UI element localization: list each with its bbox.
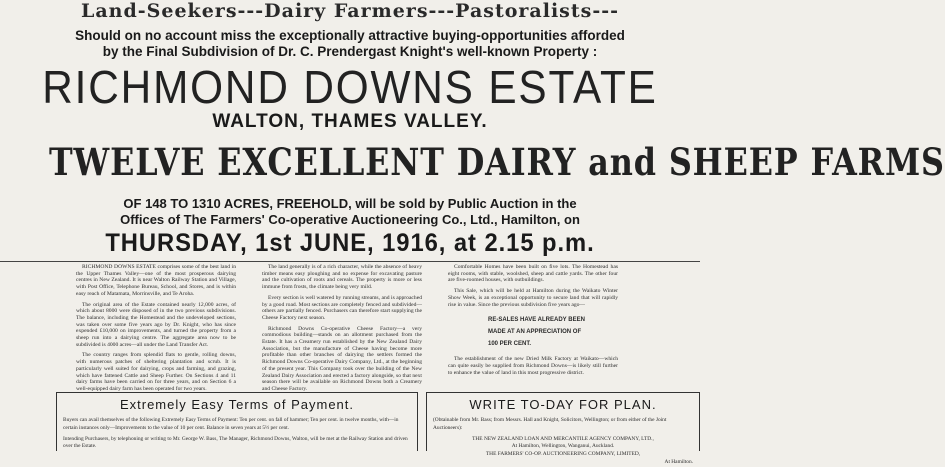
body-column-1 [76,264,236,397]
terms-paragraph: Buyers can avail themselves of the following Extremely Easy Terms of Payment: Ten per cent. on fall of hammer; Ten per cent. in twelve months, with—in certain instances only—Improvements to the value of 10 per cent. Balance in seven years at 5½ per cent. [63,417,399,431]
terms-paragraph: Intending Purchasers, by telephoning or writing to Mr. George W. Bass, The Manager, Richmond Downs, Walton, will be met at the Railway Station and driven over the Estate. [63,435,408,450]
column-paragraph: RICHMOND DOWNS ESTATE comprises some of the best land in the Upper Thames Valley—one of the most prosperous dairying centres in New Zealand. It is near Walton Railway Station and Village, with Post Office, Telephone Bureau, School, and Stores, and is within easy reach of Matamata, Morrinsville, and Te Aroha. [76,264,236,297]
plan-text [427,412,699,467]
terms-text [57,412,417,451]
cooperative-line: THE FARMERS' CO-OP. AUCTIONEERING COMPANY, LIMITED, [485,451,641,458]
sale-line-1: OF 148 TO 1310 ACRES, FREEHOLD, will be sold by Public Auction in the [123,196,577,211]
intro-line-2: by the Final Subdivision of Dr. C. Prendergast Knight's well-known Property : [102,44,598,59]
body-column-3 [448,264,618,380]
column-paragraph: This Sale, which will be held at Hamilton during the Waikato Winter Show Week, is an exceptional opportunity to secure land that will rapidly rise in value. Since the previous subdivision five years ago— [448,288,618,308]
plan-title: WRITE TO-DAY FOR PLAN. [469,397,657,412]
plan-line: (Obtainable from Mr. Bass; from Messrs. Hall and Knight, Solicitors, Wellington; or from either of the Joint Auctioneers): [433,417,667,431]
column-paragraph: The original area of the Estate contained nearly 12,000 acres, of which about 8000 were disposed of in the two previous subdivisions. The balance, including the Homestead and the undeveloped sections, was taken over some five years ago by Dr. Knight, who has since expended £10,000 on improvements, and turned the property from a sheep run into a dairying centre. The aggregate area now to be subdivided is 4000 acres—all under the Land Transfer Act. [76,301,236,348]
farms-title: TWELVE EXCELLENT DAIRY and SHEEP FARMS [49,140,945,184]
column-paragraph: Every section is well watered by running streams, and is approached by a good road. Most sections are completely fenced and subdivided—others are partially fenced. Purchasers can therefore start supplying the Cheese Factory next season. [262,294,422,321]
auction-date: THURSDAY, 1st JUNE, 1916, at 2.15 p.m. [105,229,595,257]
notice-line: MADE AT AN APPRECIATION OF [488,329,582,336]
column-paragraph: The land generally is of a rich character, while the absence of heavy timber means easy ploughing and no expense for excavating pasture and the cultivation of roots and cereals. The property is more or less immune from frosts, the climate being very mild. [262,264,422,291]
column-paragraph: The country ranges from splendid flats to gentle, rolling downs, with numerous patches of sheltering plantation and scrub. It is particularly well suited for dairying, crops and farming, and grazing, which have fattened Cattle and Sheep Further. On Sections 4 and 11 dairy farms have been carried on for three years, and on Section 6 a well-equipped dairy farm has been operated for two years. [76,352,236,392]
agency-locations: At Hamilton, Wellington, Wanganui, Auckland. [511,443,615,450]
divider-rule [0,261,700,262]
cooperative-location: At Hamilton. [664,458,693,465]
terms-box [56,392,418,451]
column-paragraph: The establishment of the new Dried Milk Factory at Waikato—which can quite easily be supplied from Richmond Downs—is likely still further to enhance the value of land in this most progressive district. [448,356,618,376]
body-column-2 [262,264,422,397]
top-heading: Land-Seekers---Dairy Farmers---Pastoralists--- [81,0,619,22]
plan-box [426,392,700,465]
sale-line-2: Offices of The Farmers' Co-operative Auctioneering Co., Ltd., Hamilton, on [120,212,580,227]
location-subtitle: WALTON, THAMES VALLEY. [212,111,488,132]
notice-line: RE-SALES HAVE ALREADY BEEN [488,317,585,324]
agency-line: THE NEW ZEALAND LOAN AND MERCANTILE AGENCY COMPANY, LTD., [472,435,654,442]
notice-line: 100 PER CENT. [488,341,532,348]
estate-title: RICHMOND DOWNS ESTATE [42,61,658,113]
column-paragraph: Richmond Downs Co-operative Cheese Factory—a very commodious building—stands on an allotment purchased from the Estate. It has a Creamery run established by the New Zealand Dairy Association, but the manufacture of Cheese having become more profitable than other branches of dairying the settlers formed the Richmond Downs Co-operative Dairy Company, Ltd., at the beginning of the present year. This Company took over the building of the New Zealand Dairy Association and erected a factory alongside, so that next season there will be available on Richmond Downs both a Creamery and Cheese Factory. [262,325,422,392]
intro-line-1: Should on no account miss the exceptionally attractive buying-opportunities afforded [75,28,625,43]
resale-notice [488,314,618,350]
terms-title: Extremely Easy Terms of Payment. [119,397,355,412]
column-paragraph: Comfortable Homes have been built on five lots. The Homestead has eight rooms, with stable, woolshed, sheep and cattle yards. The other four are five-roomed houses, with outbuildings. [448,264,618,284]
